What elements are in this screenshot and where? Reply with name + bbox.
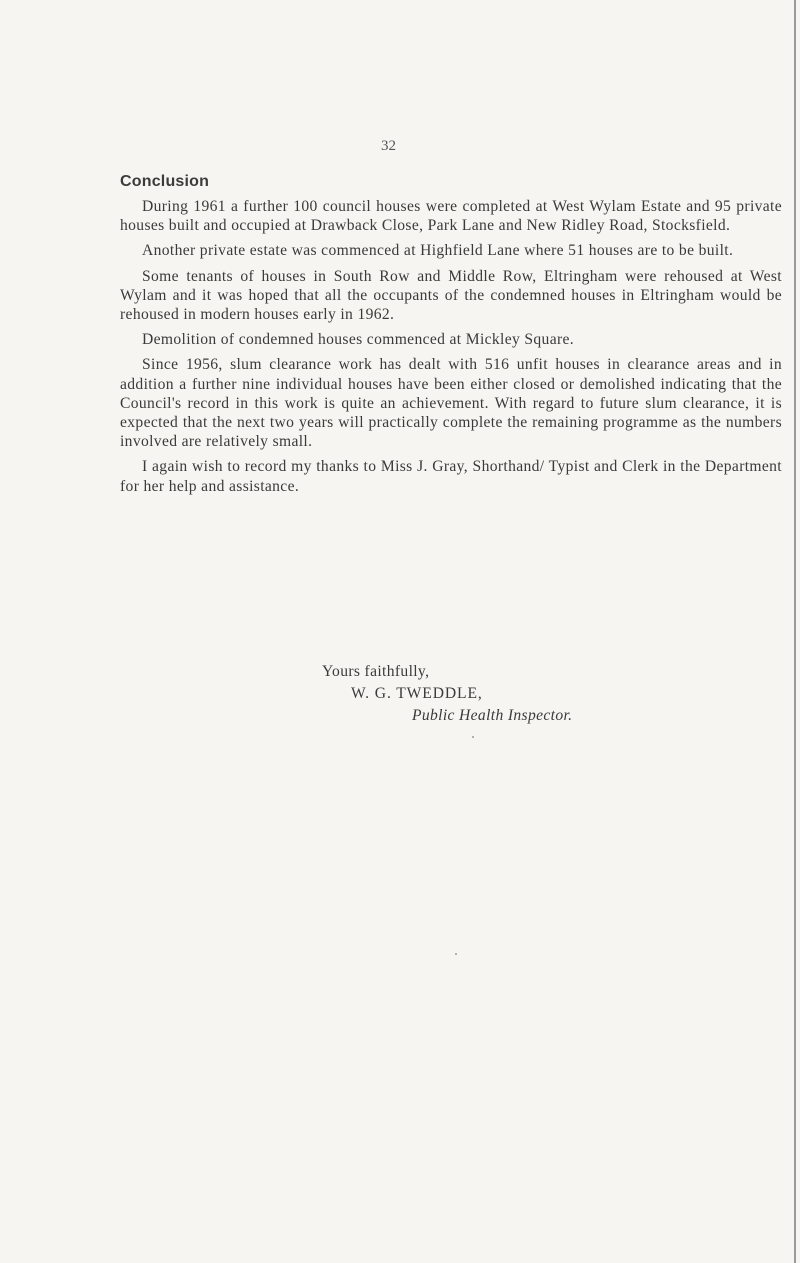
paragraph: During 1961 a further 100 council houses were completed at West Wylam Estate and 95 private houses built and occupied at Drawback Close, Park Lane and New Ridley Road, Stocksfield. bbox=[120, 198, 782, 235]
section-heading: Conclusion bbox=[120, 173, 210, 190]
signatory-title: Public Health Inspector. bbox=[412, 707, 573, 724]
closing-line: Yours faithfully, bbox=[322, 663, 430, 680]
scan-speck bbox=[472, 736, 474, 738]
paragraph: Since 1956, slum clearance work has dealt with 516 unfit houses in clearance areas and in addition a further nine individual houses have been either closed or demolished indicating that the Council's record in this work is quite an achievement. With regard to future slum clearance, it is expected that the next two years will practically complete the remaining programme as the numbers involved are relatively small. bbox=[120, 356, 782, 451]
signatory-name: W. G. TWEDDLE, bbox=[351, 685, 483, 702]
page-edge-line bbox=[794, 0, 796, 1263]
paragraph: Some tenants of houses in South Row and Middle Row, Eltringham were rehoused at West Wylam and it was hoped that all the occupants of the condemned houses in Eltringham would be rehoused in modern houses early in 1962. bbox=[120, 267, 782, 324]
paragraph: I again wish to record my thanks to Miss J. Gray, Shorthand/ Typist and Clerk in the Department for her help and assistance. bbox=[120, 458, 782, 495]
body-text bbox=[120, 197, 782, 502]
page-number: 32 bbox=[381, 138, 396, 154]
scan-speck bbox=[455, 953, 457, 955]
paragraph: Demolition of condemned houses commenced at Mickley Square. bbox=[142, 331, 575, 349]
paragraph: Another private estate was commenced at Highfield Lane where 51 houses are to be built. bbox=[142, 242, 734, 260]
